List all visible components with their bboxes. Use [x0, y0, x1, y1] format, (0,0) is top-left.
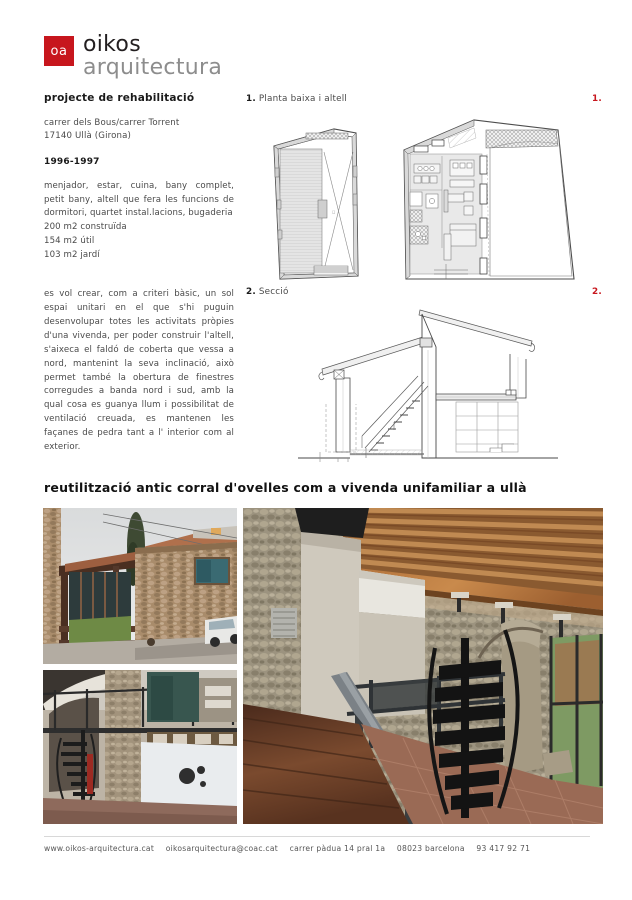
footer-website[interactable]: www.oikos-arquitectura.cat	[44, 844, 155, 853]
footer-phone: 93 417 92 71	[476, 844, 531, 853]
svg-text:□: □	[332, 210, 336, 214]
photo-exterior-stone-facade	[43, 508, 237, 664]
project-years: 1996-1997	[44, 156, 100, 167]
drawing-1-marker: 1.	[592, 94, 602, 104]
project-program	[44, 180, 234, 264]
footer-contact	[44, 844, 596, 853]
area-useful: 154 m2 útil	[44, 236, 95, 247]
logo-wordmark	[83, 34, 222, 79]
project-description: es vol crear, com a criteri bàsic, un sol espai unitari en el que s'hi puguin desenvolupar totes les activitats pròpies d'una vivenda, per poder construir l'altell, s'aixeca el faldó de coberta que vessa a nord, mantenint la seva inclinació, això permet també la obertura de finestres corregudes a banda nord i sud, amb la qual cosa es guanya llum i possibilitat de ventilació creuada, es mantenen les façanes de pedra tant a l' interior com al exterior.	[44, 289, 234, 453]
area-built: 200 m2 construïda	[44, 222, 127, 233]
drawing-1-caption	[246, 94, 347, 104]
drawing-1-label: Planta baixa i altell	[258, 94, 348, 104]
footer-divider	[44, 836, 590, 837]
drawing-2-caption	[246, 287, 289, 297]
project-address	[44, 117, 234, 144]
project-type-title: projecte de rehabilitació	[44, 92, 195, 104]
drawing-section	[258, 302, 603, 462]
drawing-floor-plans	[258, 108, 603, 280]
drawing-2-number: 2.	[246, 287, 256, 297]
footer-city: 08023 barcelona	[396, 844, 465, 853]
logo-name-oikos: oikos	[83, 32, 141, 57]
logo-name-arquitectura: arquitectura	[83, 55, 223, 80]
area-garden: 103 m2 jardí	[44, 250, 100, 261]
photo-interior-beams-spiral-stair	[243, 508, 603, 824]
drawing-1-number: 1.	[246, 94, 256, 104]
photo-interior-mezzanine-stair	[43, 670, 237, 824]
address-line-2: 17140 Ullà (Girona)	[44, 131, 132, 142]
program-rooms: menjador, estar, cuina, bany complet, petit bany, altell que fera les funcions de dormitori, quartet instal.lacions, bugaderia	[44, 180, 234, 219]
footer-email[interactable]: oikosarquitectura@coac.cat	[165, 844, 278, 853]
project-info-column	[44, 92, 234, 263]
address-line-1: carrer dels Bous/carrer Torrent	[44, 118, 180, 128]
footer-street: carrer pàdua 14 pral 1a	[289, 844, 386, 853]
logo-mark-icon	[44, 36, 74, 66]
logo-mark-text: oa	[50, 43, 68, 59]
brand-logo	[44, 34, 222, 79]
drawing-2-label: Secció	[258, 287, 289, 297]
page-title: reutilització antic corral d'ovelles com a vivenda unifamiliar a ullà	[44, 480, 527, 495]
drawing-2-marker: 2.	[592, 287, 602, 297]
